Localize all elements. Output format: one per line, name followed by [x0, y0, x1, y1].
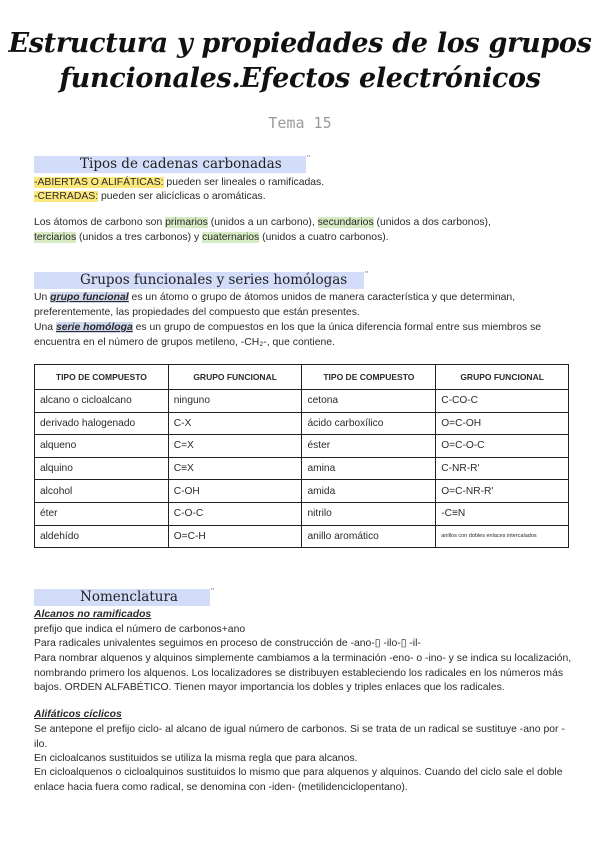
table-cell: C-X — [168, 412, 302, 435]
section-heading-text: Tipos de cadenas carbonadas — [80, 156, 282, 172]
table-cell: derivado halogenado — [35, 412, 169, 435]
subtitle: Tema 15 — [268, 114, 332, 132]
atomos-text: (unidos a un carbono), — [207, 217, 318, 228]
grupo-funcional-definition — [34, 291, 574, 320]
table-cell: O=C-OH — [436, 412, 569, 435]
heading-mark: ¨ — [364, 271, 369, 282]
definition-text: Un — [34, 292, 51, 303]
table-row — [35, 390, 569, 413]
table-cell: -C≡N — [436, 502, 569, 525]
table-cell: anillo aromático — [302, 525, 436, 548]
header-tipo-compuesto: TIPO DE COMPUESTO — [35, 365, 169, 390]
table-cell: alqueno — [35, 435, 169, 458]
table-header-row — [35, 365, 569, 390]
aliciclicos-paragraph-1: Se antepone el prefijo ciclo- al alcano de igual número de carbonos. Si se trata de un radical se sustituye -ano por -ilo. — [34, 724, 565, 750]
section-heading-text: Grupos funcionales y series homólogas — [80, 272, 348, 288]
table-cell: alquino — [35, 457, 169, 480]
table-cell: éter — [35, 502, 169, 525]
term-grupo-funcional: grupo funcional — [50, 292, 129, 303]
definition-text: es un grupo de compuestos en los que la única diferencia formal entre sus miembros se encuentra en el número de grupos metileno, -CH₂-, que contiene. — [34, 322, 542, 348]
section-heading-text: Nomenclatura — [80, 589, 178, 605]
table-cell: C≡X — [168, 457, 302, 480]
table-row — [35, 412, 569, 435]
subheading-alcanos: Alcanos no ramificados — [34, 609, 152, 620]
alquenos-paragraph: Para nombrar alquenos y alquinos simplemente cambiamos a la terminación -eno- o -ino- y se indica su localización, nombrando primero los alquenos. Los localizadores se distribuyen estableciendo los radicales en los números más bajos. ORDEN ALFABÉTICO. Tienen mayor importancia los dobles y triples enlaces que los radicales. — [34, 653, 572, 694]
atomos-text: (unidos a cuatro carbonos). — [259, 231, 389, 243]
cerradas-label: -CERRADAS: — [34, 191, 99, 202]
section-heading-grupos — [34, 271, 369, 289]
header-tipo-compuesto: TIPO DE COMPUESTO — [302, 365, 436, 390]
table-cell: alcano o cicloalcano — [35, 390, 169, 413]
cadenas-abiertas — [34, 176, 574, 191]
table-cell: nitrilo — [302, 502, 436, 525]
table-cell: amina — [302, 457, 436, 480]
title-line-2: funcionales.Efectos electrónicos — [59, 63, 541, 94]
table-cell: C-O-C — [168, 502, 302, 525]
table-cell: O=C-NR-R' — [436, 480, 569, 503]
table-row — [35, 525, 569, 548]
table-cell: C-CO-C — [436, 390, 569, 413]
table-cell: O=C-O-C — [436, 435, 569, 458]
table-cell: C=X — [168, 435, 302, 458]
table-row — [35, 435, 569, 458]
atomos-text: (unidos a tres carbonos) y — [76, 231, 203, 243]
table-cell: anillos con dobles enlaces intercalados — [436, 525, 569, 548]
table-cell: amida — [302, 480, 436, 503]
term-cuaternarios: cuaternarios — [202, 231, 260, 243]
serie-homologa-definition — [34, 321, 574, 350]
heading-mark: ¨ — [210, 588, 215, 599]
definition-text: Una — [34, 322, 56, 333]
term-primarios: primarios — [165, 217, 208, 228]
section-heading-nomenclatura — [34, 588, 215, 606]
term-secundarios: secundarios — [317, 217, 374, 228]
header-grupo-funcional: GRUPO FUNCIONAL — [168, 365, 302, 390]
subheading-aliciclicos: Alifáticos cíclicos — [34, 709, 122, 720]
table-row — [35, 480, 569, 503]
heading-mark: ¨ — [306, 155, 311, 166]
aliciclicos-paragraph-2: En cicloalcanos sustituidos se utiliza la misma regla que para alcanos. — [34, 753, 358, 764]
abiertas-label: -ABIERTAS O ALIFÁTICAS: — [34, 177, 164, 188]
atomos-carbono-paragraph — [34, 216, 574, 245]
cerradas-text: pueden ser alicíclicas o aromáticas. — [98, 191, 266, 202]
term-serie-homologa: serie homóloga — [55, 322, 133, 333]
cadenas-cerradas — [34, 190, 574, 205]
functional-groups-table — [34, 364, 569, 548]
title-line-1: Estructura y propiedades de los grupos — [8, 28, 592, 59]
table-cell: ninguno — [168, 390, 302, 413]
table-cell: O=C-H — [168, 525, 302, 548]
table-row — [35, 457, 569, 480]
abiertas-text: pueden ser lineales o ramificadas. — [163, 177, 325, 188]
table-cell: éster — [302, 435, 436, 458]
section-heading-cadenas — [34, 155, 311, 173]
table-cell: cetona — [302, 390, 436, 413]
atomos-text: (unidos a dos carbonos), — [373, 217, 491, 228]
table-cell: C-OH — [168, 480, 302, 503]
term-terciarios: terciarios — [34, 231, 77, 243]
table-cell: aldehído — [35, 525, 169, 548]
table-cell: alcohol — [35, 480, 169, 503]
header-grupo-funcional: GRUPO FUNCIONAL — [436, 365, 569, 390]
atomos-text: Los átomos de carbono son — [34, 217, 166, 228]
table-cell: C-NR-R' — [436, 457, 569, 480]
alcanos-line-1: prefijo que indica el número de carbonos+ano — [34, 624, 246, 635]
alcanos-line-2: Para radicales univalentes seguimos en proceso de construcción de -ano-▯ -ilo-▯ -il- — [34, 638, 421, 649]
aliciclicos-paragraph-3: En cicloalquenos o cicloalquinos sustituidos lo mismo que para alquenos y alquinos. Cuando del ciclo sale el doble enlace hacia fuera como radical, se denomina con -iden- (metilidenciclopentano). — [34, 767, 563, 793]
table-cell: ácido carboxílico — [302, 412, 436, 435]
table-row — [35, 502, 569, 525]
document-title — [0, 26, 600, 96]
definition-text: es un átomo o grupo de átomos unidos de manera característica y que determinan, preferentemente, las propiedades del compuesto que están presentes. — [34, 292, 516, 318]
